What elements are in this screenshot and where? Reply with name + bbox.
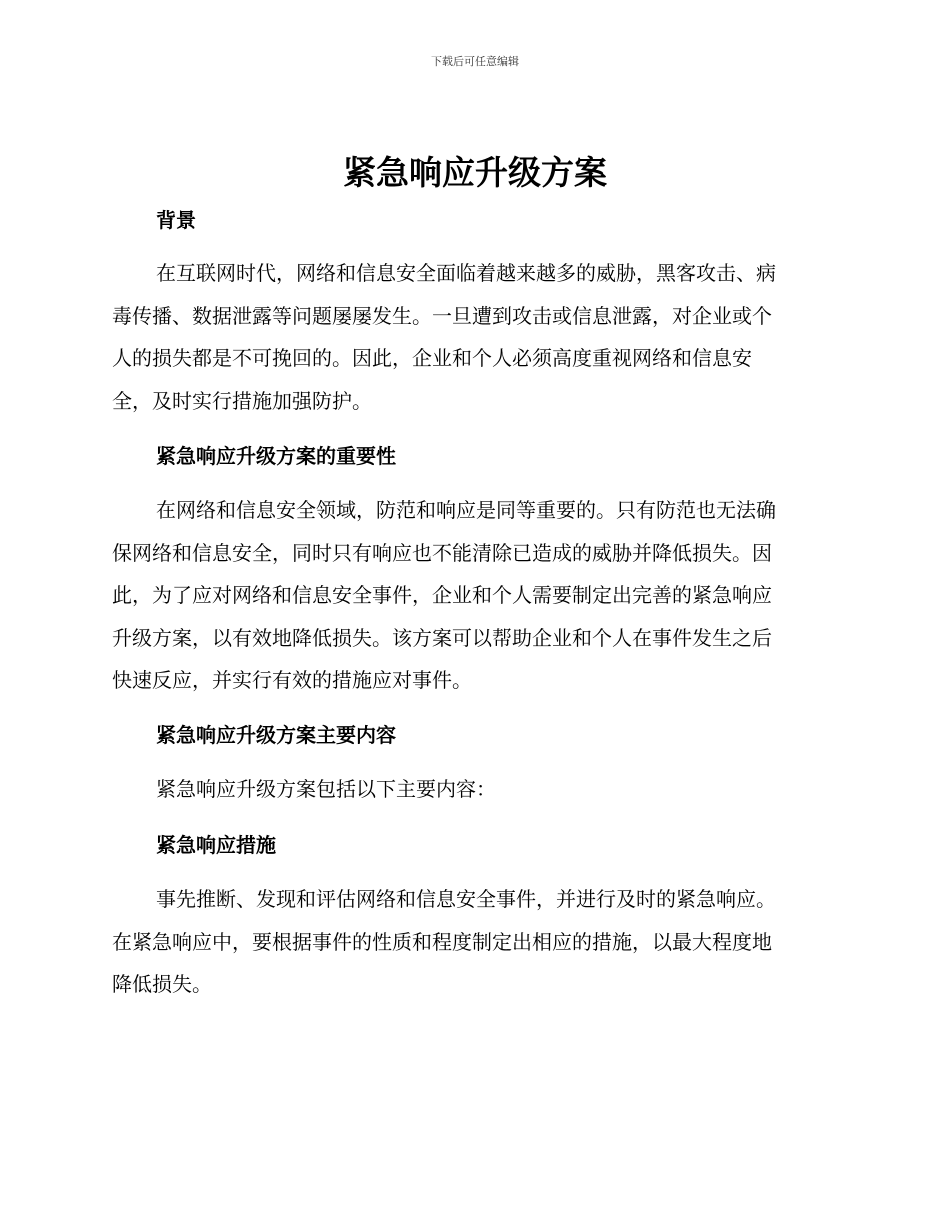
section-paragraph-response-measures (112, 878, 832, 1006)
section-paragraph-background (112, 252, 832, 422)
section-paragraph-importance (112, 489, 832, 702)
paragraph-line: 此，为了应对网络和信息安全事件，企业和个人需要制定出完善的紧急响应 (112, 583, 772, 607)
section-heading-background: 背景 (156, 208, 196, 232)
paragraph-line: 在互联网时代，网络和信息安全面临着越来越多的威胁，黑客攻击、病 (156, 261, 776, 285)
paragraph-line: 全，及时实行措施加强防护。 (112, 388, 372, 413)
paragraph-line: 快速反应，并实行有效的措施应对事件。 (112, 668, 472, 692)
section-heading-importance: 紧急响应升级方案的重要性 (156, 444, 396, 468)
document-title: 紧急响应升级方案 (343, 153, 607, 192)
paragraph-line: 人的损失都是不可挽回的。因此，企业和个人必须高度重视网络和信息安 (112, 346, 752, 370)
paragraph-line: 紧急响应升级方案包括以下主要内容： (156, 777, 496, 801)
paragraph-line: 事先推断、发现和评估网络和信息安全事件，并进行及时的紧急响应。 (156, 887, 776, 911)
section-paragraph-main-content (112, 768, 832, 811)
paragraph-line: 在紧急响应中，要根据事件的性质和程度制定出相应的措施，以最大程度地 (112, 929, 772, 954)
paragraph-line: 毒传播、数据泄露等问题屡屡发生。一旦遭到攻击或信息泄露，对企业或个 (112, 303, 772, 328)
paragraph-line: 降低损失。 (112, 972, 212, 996)
page-header-note: 下载后可任意编辑 (431, 55, 519, 68)
section-heading-response-measures: 紧急响应措施 (156, 833, 276, 857)
section-heading-main-content: 紧急响应升级方案主要内容 (156, 723, 396, 747)
paragraph-line: 升级方案，以有效地降低损失。该方案可以帮助企业和个人在事件发生之后 (112, 625, 772, 650)
paragraph-line: 保网络和信息安全，同时只有响应也不能清除已造成的威胁并降低损失。因 (112, 540, 772, 565)
paragraph-line: 在网络和信息安全领域，防范和响应是同等重要的。只有防范也无法确 (156, 498, 776, 522)
